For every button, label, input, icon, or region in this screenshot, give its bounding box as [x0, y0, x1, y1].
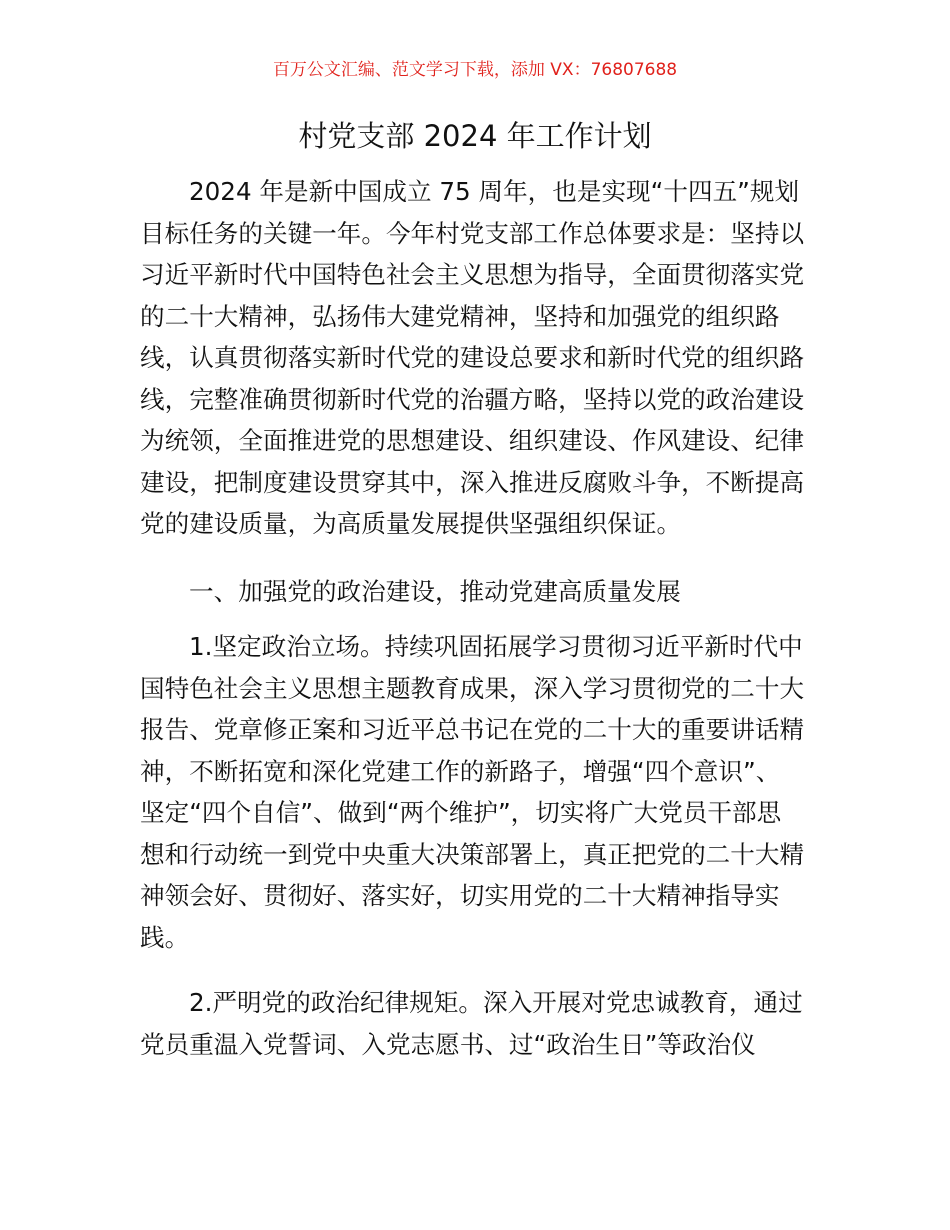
item-2-paragraph — [140, 982, 812, 1065]
section-heading — [140, 571, 812, 613]
paragraph-line: 建设，把制度建设贯穿其中，深入推进反腐败斗争，不断提高 — [140, 467, 805, 497]
watermark-banner: 百万公文汇编、范文学习下载，添加 VX：76807688 — [272, 60, 678, 80]
paragraph-line: 2.严明党的政治纪律规矩。深入开展对党忠诚教育，通过 — [189, 988, 803, 1017]
paragraph-line: 线，认真贯彻落实新时代党的建设总要求和新时代党的组织路 — [140, 343, 805, 372]
intro-paragraph — [140, 171, 812, 545]
paragraph-line: 践。 — [140, 922, 190, 952]
paragraph-line: 目标任务的关键一年。今年村党支部工作总体要求是：坚持以 — [140, 218, 805, 248]
paragraph-line: 坚定“四个自信”、做到“两个维护”，切实将广大党员干部思 — [140, 798, 782, 827]
paragraph-line: 国特色社会主义思想主题教育成果，深入学习贯彻党的二十大 — [140, 673, 805, 703]
paragraph-line: 想和行动统一到党中央重大决策部署上，真正把党的二十大精 — [140, 839, 805, 869]
paragraph-line: 神，不断拓宽和深化党建工作的新路子，增强“四个意识”、 — [140, 756, 781, 786]
paragraph-line: 的二十大精神，弘扬伟大建党精神，坚持和加强党的组织路 — [140, 301, 780, 331]
paragraph-line: 线，完整准确贯彻新时代党的治疆方略，坚持以党的政治建设 — [140, 384, 805, 414]
paragraph-line: 神领会好、贯彻好、落实好，切实用党的二十大精神指导实 — [140, 881, 780, 910]
item-1-paragraph — [140, 626, 812, 958]
paragraph-line: 为统领，全面推进党的思想建设、组织建设、作风建设、纪律 — [140, 426, 805, 455]
paragraph-line: 党的建设质量，为高质量发展提供坚强组织保证。 — [140, 509, 682, 538]
document-title: 村党支部 2024 年工作计划 — [298, 119, 652, 153]
section-heading-text: 一、加强党的政治建设，推动党建高质量发展 — [189, 577, 681, 606]
paragraph-line: 1.坚定政治立场。持续巩固拓展学习贯彻习近平新时代中 — [189, 632, 803, 661]
paragraph-line: 2024 年是新中国成立 75 周年，也是实现“十四五”规划 — [189, 177, 800, 206]
paragraph-line: 党员重温入党誓词、入党志愿书、过“政治生日”等政治仪 — [140, 1029, 756, 1059]
paragraph-line: 习近平新时代中国特色社会主义思想为指导，全面贯彻落实党 — [140, 260, 805, 289]
paragraph-line: 报告、党章修正案和习近平总书记在党的二十大的重要讲话精 — [140, 715, 805, 744]
